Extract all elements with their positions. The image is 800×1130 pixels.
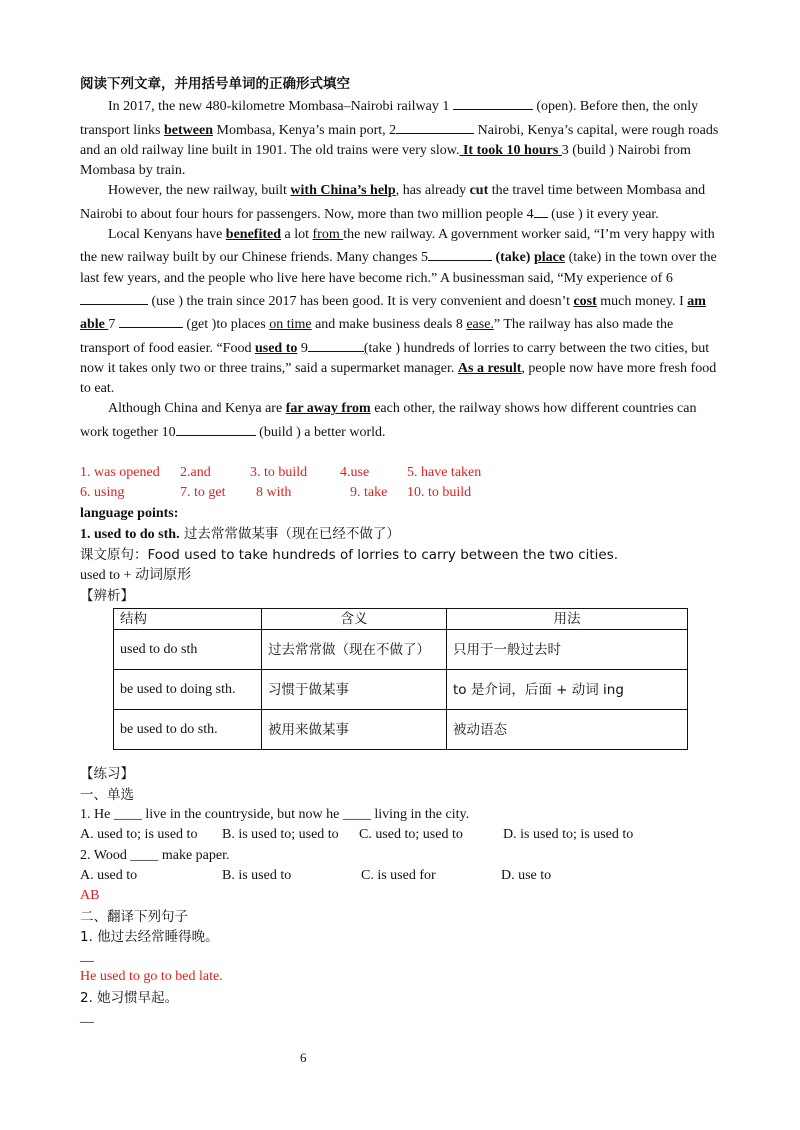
key-phrase: cut	[469, 183, 489, 199]
table-cell: 习惯于做某事	[262, 670, 447, 710]
text: Mombasa, Kenya’s main port, 2	[213, 122, 397, 138]
answer: 8 with	[256, 485, 292, 501]
question-1: 1. He ____ live in the countryside, but now he ____ living in the city.	[80, 807, 470, 823]
translation-1: 1. 他过去经常睡得晚。	[80, 928, 219, 945]
mc-answer: AB	[80, 888, 100, 904]
comparison-table	[113, 608, 688, 750]
text: However, the new railway, built	[108, 183, 291, 199]
key-phrase: benefited	[225, 227, 282, 243]
option: C. used to; used to	[359, 827, 463, 843]
table-cell: be used to doing sth.	[114, 670, 262, 710]
blank-2	[396, 118, 474, 134]
option: C. is used for	[361, 867, 436, 883]
table-row	[114, 630, 688, 670]
blank-9	[308, 336, 364, 352]
key-phrase: It took 10 hours	[459, 142, 562, 158]
text: 7	[108, 317, 119, 333]
text: 3 (build ) Nairobi from Mombasa by train.	[80, 142, 691, 179]
passage-paragraph-3	[80, 225, 720, 399]
table-cell: used to do sth	[114, 630, 262, 670]
option: B. is used to	[222, 867, 292, 883]
text: , people now have more fresh food to eat.	[80, 360, 717, 397]
table-cell: 被动语态	[447, 710, 688, 750]
question-2: 2. Wood ____ make paper.	[80, 847, 230, 863]
usage-note: used to + 动词原形	[80, 567, 191, 583]
table-cell: 被用来做某事	[262, 710, 447, 750]
blank-5	[428, 245, 492, 261]
key-phrase: am able	[80, 293, 706, 333]
text: , has already	[395, 183, 470, 199]
section-1-heading: 一、单选	[80, 786, 134, 803]
text: (open). Before then, the only transport links	[80, 99, 699, 138]
answer: 3. to build	[250, 465, 308, 481]
text: and make business deals 8	[311, 317, 467, 333]
question-1-options	[80, 825, 720, 845]
answer: 5. have taken	[407, 465, 482, 481]
answer-row	[80, 483, 720, 503]
option: A. used to	[80, 867, 138, 883]
key-phrase: with China’s help	[290, 183, 396, 199]
language-points-heading: language points:	[80, 505, 179, 521]
passage-paragraph-2	[80, 181, 720, 225]
text: Local Kenyans have	[108, 227, 226, 243]
answer: 6. using	[80, 485, 125, 501]
text: In 2017, the new 480-kilometre Mombasa–Nairobi railway 1	[108, 99, 453, 115]
table-header: 含义	[262, 609, 447, 630]
practice-label: 【练习】	[80, 766, 134, 783]
table-header: 结构	[114, 609, 262, 630]
option: B. is used to; used to	[222, 827, 339, 843]
analysis-label: 【辨析】	[80, 587, 134, 604]
text: each other, the railway shows how different countries can work together 10	[80, 401, 697, 440]
key-phrase: used to	[254, 340, 298, 356]
text: (get )to places	[182, 317, 270, 333]
text: Nairobi, Kenya’s capital, were rough roads and an old railway line built in 1901. The old trains were very slow.	[80, 122, 719, 158]
text: much money. I	[596, 293, 688, 309]
key-phrase: As a result	[457, 360, 522, 376]
question-2-options	[80, 866, 720, 886]
answer: 4.use	[340, 465, 370, 481]
option: A. used to; is used to	[80, 827, 198, 843]
table-cell: to 是介词，后面 + 动词 ing	[447, 670, 688, 710]
text: take ) hundreds of lorries to carry between the two cities, but now it takes only two or three trains,” said a supermarket manager.	[80, 340, 710, 376]
text: a lot	[281, 227, 313, 243]
table-header-row	[114, 609, 688, 630]
answer-key	[80, 463, 720, 504]
answer-line: __	[80, 1009, 94, 1025]
table-row	[114, 710, 688, 750]
answer: 7. to get	[180, 485, 226, 501]
table-cell: be used to do sth.	[114, 710, 262, 750]
page-number: 6	[300, 1050, 307, 1065]
point-meaning: 过去常常做某事（现在已经不做了）	[179, 525, 400, 542]
text: the new railway. A government worker said, “I’m very happy with the new railway built by our Chinese friends. Many changes 5	[80, 227, 715, 266]
point-title: 1. used to do sth.	[80, 526, 180, 542]
answer: 9. take	[350, 485, 388, 501]
answer: 1. was opened	[80, 465, 160, 481]
key-phrase: (take)	[495, 250, 531, 266]
key-phrase: cost	[573, 293, 597, 309]
passage-paragraph-1	[80, 94, 720, 181]
blank-7	[119, 312, 183, 328]
answer: 2.and	[180, 465, 211, 481]
text: (take) in the town over the last few years, and the people who live here have become rich.” A businessman said, “My experience of 6	[80, 250, 717, 286]
key-phrase: from	[312, 227, 344, 243]
blank-1	[453, 94, 533, 110]
option: D. is used to; is used to	[503, 827, 634, 843]
blank-10	[176, 420, 256, 436]
point-1	[80, 524, 720, 545]
section-2-heading: 二、翻译下列句子	[80, 908, 188, 925]
key-phrase: on time	[269, 317, 312, 333]
blank-6	[80, 289, 148, 305]
key-phrase: ease.	[466, 317, 494, 333]
text: ” The railway has also made the transport of food easier. “Food	[80, 317, 674, 356]
answer: 10. to build	[407, 485, 472, 501]
table-row	[114, 670, 688, 710]
example-sentence: 课文原句：Food used to take hundreds of lorries to carry between the two cities.	[80, 547, 619, 564]
text: Although China and Kenya are	[108, 401, 286, 417]
text: 9	[297, 340, 308, 356]
translation-1-answer: He used to go to bed late.	[80, 969, 223, 985]
table-cell: 只用于一般过去时	[447, 630, 688, 670]
key-phrase: between	[164, 122, 213, 138]
text: the travel time between Mombasa and Nairobi to about four hours for passengers. Now, more than two million people 4	[80, 183, 706, 222]
exercise-title: 阅读下列文章，并用括号单词的正确形式填空	[80, 76, 350, 92]
table-header: 用法	[447, 609, 688, 630]
document-page	[80, 74, 720, 1028]
text: (build ) a better world.	[255, 424, 386, 440]
passage-paragraph-4	[80, 399, 720, 443]
text: (use ) the train since 2017 has been good. It is very convenient and doesn’t	[148, 293, 574, 309]
translation-2: 2. 她习惯早起。	[80, 989, 179, 1006]
answer-line: __	[80, 949, 94, 965]
answer-row	[80, 463, 720, 483]
blank-4	[534, 202, 548, 218]
key-phrase: place	[533, 250, 566, 266]
text: (use ) it every year.	[547, 206, 659, 222]
key-phrase: far away from	[285, 401, 371, 417]
option: D. use to	[501, 867, 552, 883]
table-cell: 过去常常做（现在不做了）	[262, 630, 447, 670]
text: (	[363, 340, 369, 356]
